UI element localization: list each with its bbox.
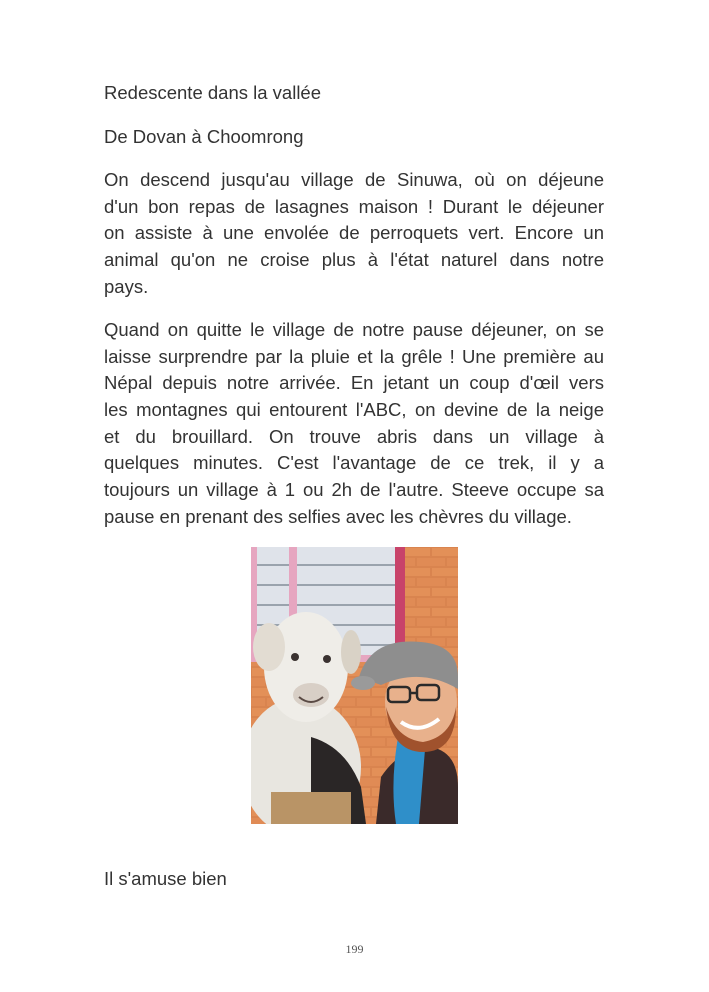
text-line: toujours un village à 1 ou 2h de l'autre. Steeve occupe sa bbox=[104, 479, 604, 501]
text-line: d'un bon repas de lasagnes maison ! Durant le déjeuner bbox=[104, 195, 604, 217]
paragraph-2 bbox=[104, 317, 604, 531]
text-line: quelques minutes. C'est l'avantage de ce trek, il y a bbox=[104, 452, 604, 474]
text-line: Quand on quitte le village de notre pause déjeuner, on se bbox=[104, 319, 604, 340]
text-line: pays. bbox=[104, 275, 149, 297]
text-line: on assiste à une envolée de perroquets vert. Encore un bbox=[104, 222, 604, 244]
subsection-heading: De Dovan à Choomrong bbox=[104, 126, 304, 147]
section-heading: Redescente dans la vallée bbox=[104, 82, 322, 103]
text-line: animal qu'on ne croise plus à l'état naturel dans notre bbox=[104, 249, 604, 271]
text-line: pause en prenant des selfies avec les chèvres du village. bbox=[104, 505, 572, 527]
page-number: 199 bbox=[345, 942, 364, 956]
text-line: Népal depuis notre arrivée. En jetant un coup d'œil vers bbox=[104, 372, 604, 394]
photo-caption: Il s'amuse bien bbox=[104, 868, 227, 889]
text-line: laisse surprendre par la pluie et la grêle ! Une première au bbox=[104, 345, 604, 367]
selfie-photo bbox=[251, 547, 458, 824]
text-line: les montagnes qui entourent l'ABC, on devine de la neige bbox=[104, 399, 604, 421]
paragraph-1 bbox=[104, 167, 604, 300]
text-line: et du brouillard. On trouve abris dans un village à bbox=[104, 425, 604, 447]
text-line: On descend jusqu'au village de Sinuwa, où on déjeune bbox=[104, 169, 604, 190]
